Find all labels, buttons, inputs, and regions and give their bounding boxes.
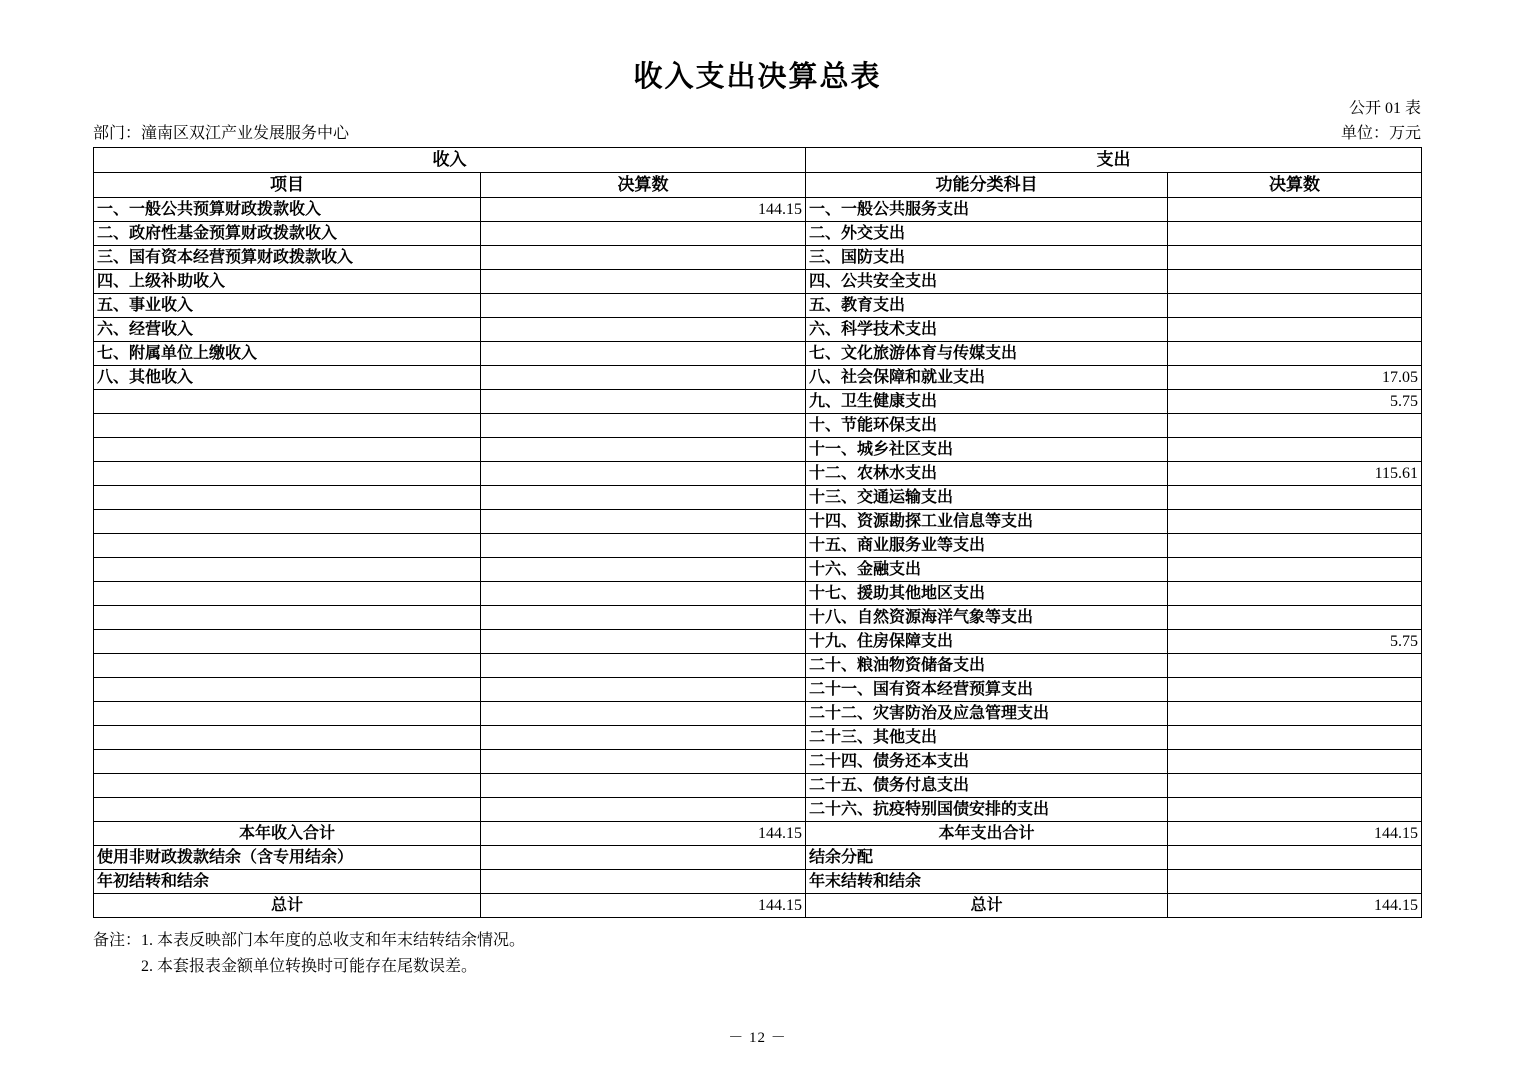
income-item-label bbox=[94, 726, 481, 750]
expense-section-header: 支出 bbox=[806, 148, 1422, 173]
expense-item-value: 17.05 bbox=[1168, 366, 1422, 390]
income-item-value bbox=[481, 630, 806, 654]
expense-item-value bbox=[1168, 246, 1422, 270]
income-item-label bbox=[94, 486, 481, 510]
summary-left-label: 总计 bbox=[94, 894, 481, 918]
expense-item-value bbox=[1168, 582, 1422, 606]
table-data-row bbox=[94, 318, 1422, 342]
summary-right-value: 144.15 bbox=[1168, 822, 1422, 846]
income-item-value bbox=[481, 558, 806, 582]
table-data-row bbox=[94, 534, 1422, 558]
table-data-row bbox=[94, 510, 1422, 534]
notes-label: 备注： bbox=[93, 932, 142, 949]
expense-item-value bbox=[1168, 750, 1422, 774]
income-item-value bbox=[481, 222, 806, 246]
expense-item-value bbox=[1168, 294, 1422, 318]
income-item-value bbox=[481, 798, 806, 822]
table-data-row bbox=[94, 486, 1422, 510]
income-item-label bbox=[94, 582, 481, 606]
table-summary-row bbox=[94, 894, 1422, 918]
income-item-value bbox=[481, 246, 806, 270]
expense-item-value: 115.61 bbox=[1168, 462, 1422, 486]
expense-item-label: 二十六、抗疫特别国债安排的支出 bbox=[806, 798, 1168, 822]
expense-item-label: 十四、资源勘探工业信息等支出 bbox=[806, 510, 1168, 534]
expense-item-value bbox=[1168, 702, 1422, 726]
expense-item-value bbox=[1168, 198, 1422, 222]
expense-item-label: 九、卫生健康支出 bbox=[806, 390, 1168, 414]
table-data-row bbox=[94, 366, 1422, 390]
income-item-label bbox=[94, 438, 481, 462]
income-item-value bbox=[481, 390, 806, 414]
column-header-final-amount: 决算数 bbox=[481, 173, 806, 198]
expense-item-label: 四、公共安全支出 bbox=[806, 270, 1168, 294]
expense-item-value bbox=[1168, 558, 1422, 582]
notes-block bbox=[93, 928, 525, 980]
table-data-row bbox=[94, 270, 1422, 294]
table-body bbox=[94, 198, 1422, 918]
note-line-2: 2. 本套报表金额单位转换时可能存在尾数误差。 bbox=[141, 958, 478, 975]
income-section-header: 收入 bbox=[94, 148, 806, 173]
table-section-header-row bbox=[94, 148, 1422, 173]
income-item-label bbox=[94, 414, 481, 438]
table-data-row bbox=[94, 678, 1422, 702]
column-header-function-subject: 功能分类科目 bbox=[806, 173, 1168, 198]
expense-item-value bbox=[1168, 318, 1422, 342]
expense-item-value bbox=[1168, 774, 1422, 798]
summary-right-label: 结余分配 bbox=[806, 846, 1168, 870]
income-item-label bbox=[94, 558, 481, 582]
table-data-row bbox=[94, 414, 1422, 438]
expense-item-value bbox=[1168, 342, 1422, 366]
expense-item-value bbox=[1168, 534, 1422, 558]
income-item-value bbox=[481, 702, 806, 726]
income-item-label: 五、事业收入 bbox=[94, 294, 481, 318]
expense-item-value bbox=[1168, 438, 1422, 462]
expense-item-label: 三、国防支出 bbox=[806, 246, 1168, 270]
income-item-label: 三、国有资本经营预算财政拨款收入 bbox=[94, 246, 481, 270]
summary-left-label: 使用非财政拨款结余（含专用结余） bbox=[94, 846, 481, 870]
expense-item-label: 二十一、国有资本经营预算支出 bbox=[806, 678, 1168, 702]
expense-item-value bbox=[1168, 654, 1422, 678]
budget-summary-table bbox=[93, 147, 1422, 918]
income-item-value bbox=[481, 342, 806, 366]
expense-item-label: 二十、粮油物资储备支出 bbox=[806, 654, 1168, 678]
note-line-1: 1. 本表反映部门本年度的总收支和年末结转结余情况。 bbox=[141, 932, 526, 949]
income-item-label bbox=[94, 798, 481, 822]
expense-item-value bbox=[1168, 726, 1422, 750]
expense-item-value bbox=[1168, 798, 1422, 822]
table-data-row bbox=[94, 222, 1422, 246]
table-data-row bbox=[94, 726, 1422, 750]
income-item-label bbox=[94, 702, 481, 726]
table-data-row bbox=[94, 750, 1422, 774]
expense-item-label: 十一、城乡社区支出 bbox=[806, 438, 1168, 462]
income-item-label bbox=[94, 462, 481, 486]
income-item-label: 八、其他收入 bbox=[94, 366, 481, 390]
expense-item-label: 十三、交通运输支出 bbox=[806, 486, 1168, 510]
summary-left-label: 年初结转和结余 bbox=[94, 870, 481, 894]
income-item-value bbox=[481, 294, 806, 318]
column-header-item: 项目 bbox=[94, 173, 481, 198]
expense-item-label: 五、教育支出 bbox=[806, 294, 1168, 318]
expense-item-label: 十七、援助其他地区支出 bbox=[806, 582, 1168, 606]
income-item-label bbox=[94, 678, 481, 702]
expense-item-value bbox=[1168, 606, 1422, 630]
expense-item-label: 十、节能环保支出 bbox=[806, 414, 1168, 438]
expense-item-value bbox=[1168, 270, 1422, 294]
table-data-row bbox=[94, 702, 1422, 726]
income-item-label bbox=[94, 774, 481, 798]
expense-item-value bbox=[1168, 678, 1422, 702]
income-item-value bbox=[481, 270, 806, 294]
income-item-value bbox=[481, 414, 806, 438]
department-label: 部门：潼南区双江产业发展服务中心 bbox=[93, 125, 350, 142]
income-item-label: 一、一般公共预算财政拨款收入 bbox=[94, 198, 481, 222]
summary-left-value bbox=[481, 870, 806, 894]
income-item-value bbox=[481, 438, 806, 462]
expense-item-label: 十二、农林水支出 bbox=[806, 462, 1168, 486]
income-item-value bbox=[481, 366, 806, 390]
expense-item-label: 一、一般公共服务支出 bbox=[806, 198, 1168, 222]
income-item-label bbox=[94, 534, 481, 558]
summary-right-label: 总计 bbox=[806, 894, 1168, 918]
page-title: 收入支出决算总表 bbox=[633, 61, 882, 93]
unit-label: 单位：万元 bbox=[1340, 125, 1421, 142]
summary-right-value bbox=[1168, 846, 1422, 870]
income-item-label bbox=[94, 630, 481, 654]
income-item-value bbox=[481, 318, 806, 342]
income-item-value bbox=[481, 726, 806, 750]
income-item-value bbox=[481, 654, 806, 678]
income-item-value bbox=[481, 750, 806, 774]
table-data-row bbox=[94, 774, 1422, 798]
expense-item-label: 十五、商业服务业等支出 bbox=[806, 534, 1168, 558]
summary-left-value: 144.15 bbox=[481, 822, 806, 846]
table-data-row bbox=[94, 294, 1422, 318]
expense-item-label: 十八、自然资源海洋气象等支出 bbox=[806, 606, 1168, 630]
expense-item-value bbox=[1168, 486, 1422, 510]
income-item-value bbox=[481, 510, 806, 534]
expense-item-label: 十九、住房保障支出 bbox=[806, 630, 1168, 654]
summary-right-label: 年末结转和结余 bbox=[806, 870, 1168, 894]
table-code-label: 公开 01 表 bbox=[1348, 100, 1421, 117]
table-data-row bbox=[94, 582, 1422, 606]
income-item-value bbox=[481, 582, 806, 606]
income-item-label bbox=[94, 750, 481, 774]
summary-right-value bbox=[1168, 870, 1422, 894]
table-data-row bbox=[94, 606, 1422, 630]
income-item-value bbox=[481, 774, 806, 798]
summary-right-value: 144.15 bbox=[1168, 894, 1422, 918]
income-item-label: 四、上级补助收入 bbox=[94, 270, 481, 294]
expense-item-label: 二十五、债务付息支出 bbox=[806, 774, 1168, 798]
table-data-row bbox=[94, 342, 1422, 366]
expense-item-value bbox=[1168, 510, 1422, 534]
income-item-value bbox=[481, 534, 806, 558]
income-item-label bbox=[94, 390, 481, 414]
summary-left-value: 144.15 bbox=[481, 894, 806, 918]
expense-item-label: 六、科学技术支出 bbox=[806, 318, 1168, 342]
expense-item-label: 十六、金融支出 bbox=[806, 558, 1168, 582]
expense-item-value: 5.75 bbox=[1168, 630, 1422, 654]
expense-item-label: 八、社会保障和就业支出 bbox=[806, 366, 1168, 390]
expense-item-label: 二十三、其他支出 bbox=[806, 726, 1168, 750]
table-data-row bbox=[94, 654, 1422, 678]
table-data-row bbox=[94, 798, 1422, 822]
table-data-row bbox=[94, 198, 1422, 222]
income-item-value: 144.15 bbox=[481, 198, 806, 222]
table-data-row bbox=[94, 438, 1422, 462]
expense-item-value: 5.75 bbox=[1168, 390, 1422, 414]
table-summary-row bbox=[94, 846, 1422, 870]
income-item-label: 六、经营收入 bbox=[94, 318, 481, 342]
table-data-row bbox=[94, 630, 1422, 654]
expense-item-label: 七、文化旅游体育与传媒支出 bbox=[806, 342, 1168, 366]
income-item-label: 七、附属单位上缴收入 bbox=[94, 342, 481, 366]
table-data-row bbox=[94, 390, 1422, 414]
table-data-row bbox=[94, 558, 1422, 582]
summary-right-label: 本年支出合计 bbox=[806, 822, 1168, 846]
page-number: － 12 － bbox=[728, 1030, 787, 1046]
table-data-row bbox=[94, 246, 1422, 270]
expense-item-label: 二十四、债务还本支出 bbox=[806, 750, 1168, 774]
table-column-header-row bbox=[94, 173, 1422, 198]
expense-item-value bbox=[1168, 222, 1422, 246]
expense-item-label: 二、外交支出 bbox=[806, 222, 1168, 246]
table-data-row bbox=[94, 462, 1422, 486]
summary-left-value bbox=[481, 846, 806, 870]
summary-left-label: 本年收入合计 bbox=[94, 822, 481, 846]
income-item-label: 二、政府性基金预算财政拨款收入 bbox=[94, 222, 481, 246]
income-item-label bbox=[94, 654, 481, 678]
expense-item-value bbox=[1168, 414, 1422, 438]
income-item-label bbox=[94, 606, 481, 630]
table-summary-row bbox=[94, 822, 1422, 846]
column-header-final-amount: 决算数 bbox=[1168, 173, 1422, 198]
income-item-value bbox=[481, 486, 806, 510]
income-item-value bbox=[481, 462, 806, 486]
expense-item-label: 二十二、灾害防治及应急管理支出 bbox=[806, 702, 1168, 726]
income-item-label bbox=[94, 510, 481, 534]
income-item-value bbox=[481, 678, 806, 702]
income-item-value bbox=[481, 606, 806, 630]
table-summary-row bbox=[94, 870, 1422, 894]
